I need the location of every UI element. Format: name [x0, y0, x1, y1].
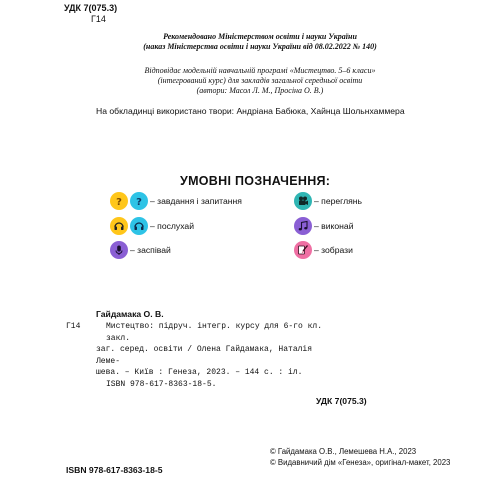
legend-label: – переглянь	[314, 196, 362, 206]
headphones-icon	[110, 217, 128, 235]
program-note	[100, 66, 420, 96]
legend-item-tasks	[110, 192, 242, 210]
catalog-author: Гайдамака О. В.	[96, 309, 164, 319]
catalog-line: ISBN 978-617-8363-18-5.	[106, 379, 217, 389]
legend-label: – заспівай	[130, 245, 171, 255]
legend-item-watch	[294, 192, 362, 210]
legend-label: – зобрази	[314, 245, 353, 255]
music-notes-icon	[294, 217, 312, 235]
program-line: Відповідає модельній навчальній програмі «Мистецтво. 5–6 класи»	[144, 66, 376, 75]
copyright-line: © Гайдамака О.В., Лемешева Н.А., 2023	[270, 447, 417, 456]
catalog-line: Мистецтво: підруч. інтегр. курсу для 6-го кл. закл.	[106, 322, 323, 343]
legend-item-sing	[110, 241, 171, 259]
legend-label: – виконай	[314, 221, 354, 231]
svg-text:?: ?	[136, 197, 142, 207]
legend-label: – завдання і запитання	[150, 196, 242, 206]
program-line: (інтегрований курс) для закладів загальної середньої освіти	[157, 76, 363, 85]
microphone-icon	[110, 241, 128, 259]
catalog-line: шева. – Київ : Генеза, 2023. – 144 с. : іл.	[96, 368, 303, 377]
catalog-line: заг. серед. освіти / Олена Гайдамака, Наталія Леме-	[96, 345, 313, 366]
headphones-icon	[130, 217, 148, 235]
cover-credit: На обкладинці використано твори: Андріана Бабюка, Хайнца Шольнхаммера	[96, 106, 405, 116]
question-icon	[130, 192, 148, 210]
film-camera-icon	[294, 192, 312, 210]
approval-note	[100, 32, 420, 52]
copyright-line: © Видавничий дім «Генеза», оригінал-макет, 2023	[270, 458, 451, 467]
approval-line: Рекомендовано Міністерством освіти і науки України	[163, 32, 357, 41]
catalog-code: Г14	[66, 322, 81, 331]
legend-item-perform	[294, 217, 354, 235]
udk-header: УДК 7(075.3)	[64, 3, 118, 13]
svg-text:?: ?	[116, 197, 122, 207]
legend-label: – послухай	[150, 221, 194, 231]
approval-line: (наказ Міністерства освіти і науки України від 08.02.2022 № 140)	[143, 42, 377, 51]
isbn: ISBN 978-617-8363-18-5	[66, 465, 163, 475]
legend-title: УМОВНІ ПОЗНАЧЕННЯ:	[180, 174, 331, 188]
legend-item-draw	[294, 241, 353, 259]
catalog-udk: УДК 7(075.3)	[316, 396, 367, 406]
program-line: (автори: Масол Л. М., Просіна О. В.)	[196, 86, 324, 95]
copyright-block	[270, 446, 450, 468]
paintbrush-icon	[294, 241, 312, 259]
catalog-description	[96, 321, 336, 390]
legend-item-listen	[110, 217, 194, 235]
question-icon	[110, 192, 128, 210]
catalog-code-header: Г14	[91, 14, 106, 24]
